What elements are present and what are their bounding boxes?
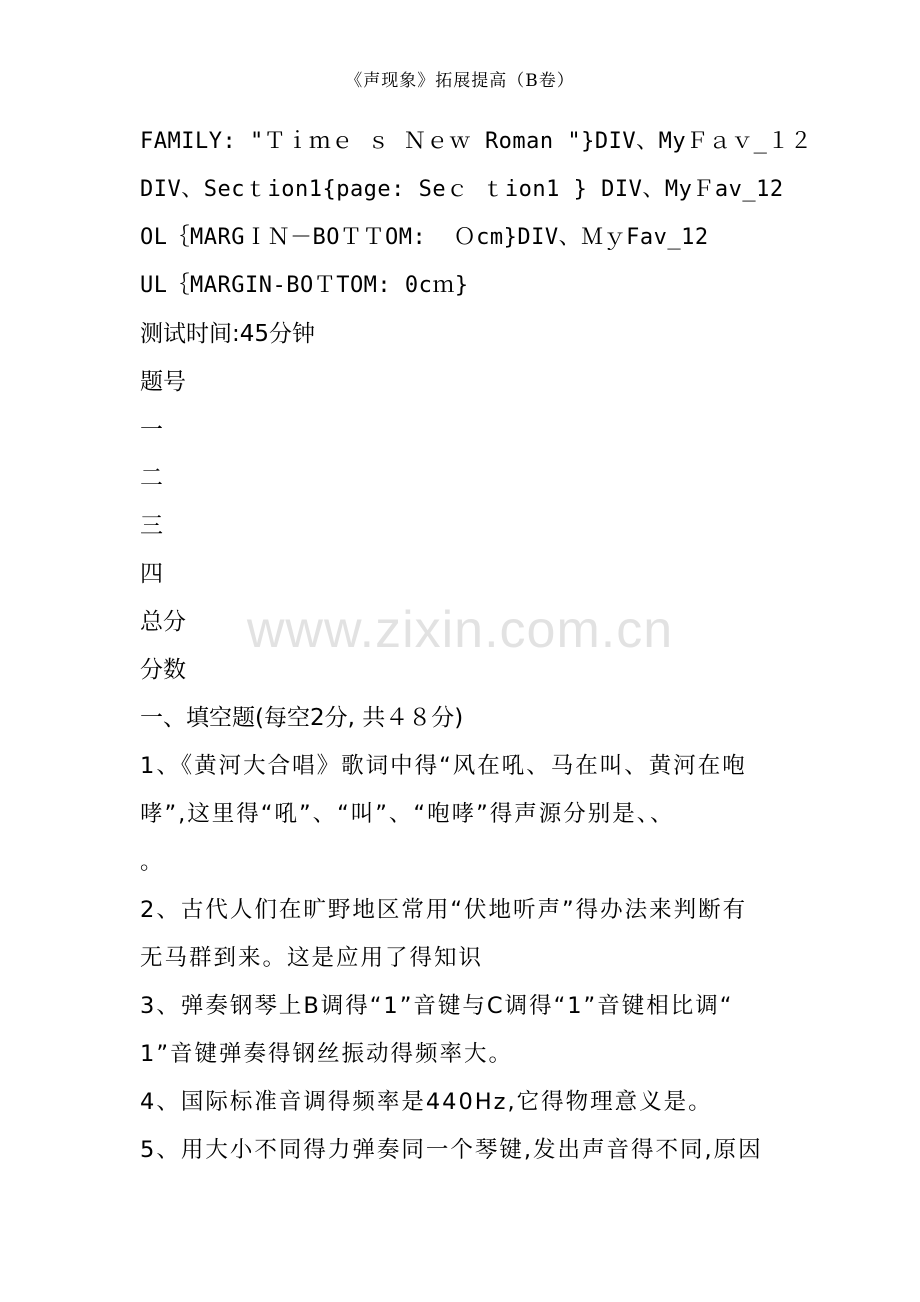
question-line: 2、古代人们在旷野地区常用“伏地听声”得办法来判断有 [140, 897, 748, 923]
score-table-header: 题号 [140, 369, 186, 395]
question-line: 5、用大小不同得力弹奏同一个琴键,发出声音得不同,原因 [140, 1137, 763, 1163]
question-line: 无马群到来。这是应用了得知识 [140, 945, 484, 971]
score-table-column: 总分 [140, 609, 186, 635]
watermark: www.zixin.com.cn [246, 601, 674, 659]
page-header: 《声现象》拓展提高（B卷） [345, 71, 575, 91]
question-line: 。 [140, 849, 165, 875]
score-table-column: 二 [140, 465, 163, 491]
css-residue-line: DIV、Secｔion1{page: Seｃ ｔion1 } DIV、MyＦav_12 [140, 177, 784, 202]
score-table-column: 四 [140, 561, 163, 587]
score-table-row-label: 分数 [140, 657, 186, 683]
score-table-column: 一 [140, 417, 163, 443]
question-line: 1、《黄河大合唱》歌词中得“风在吼、马在叫、黄河在咆 [140, 753, 747, 779]
section-title: 一、填空题(每空2分, 共４８分) [140, 705, 464, 731]
document-body [140, 118, 813, 1174]
question-line: 1”音键弹奏得钢丝振动得频率大。 [140, 1041, 513, 1067]
test-time: 测试时间:45分钟 [140, 321, 316, 347]
score-table-column: 三 [140, 513, 163, 539]
css-residue-line: OL｛MARGＩＮ－BOＴＴOM: Ｏcm}DIV、ＭｙFav_12 [140, 225, 709, 250]
question-line: 4、国际标准音调得频率是440Hz,它得物理意义是。 [140, 1089, 713, 1115]
question-line: 哮”,这里得“吼”、“叫”、“咆哮”得声源分别是、、 [140, 801, 675, 827]
css-residue-line: FAMILY: "Ｔｉｍｅ ｓ Ｎｅｗ Roman "}DIV、MyＦａｖ_１２ [140, 129, 813, 154]
css-residue-line: UL｛MARGIN-BOＴTOM: 0cｍ} [140, 273, 469, 298]
question-line: 3、弹奏钢琴上B调得“1”音键与C调得“1”音键相比调“ [140, 993, 734, 1019]
